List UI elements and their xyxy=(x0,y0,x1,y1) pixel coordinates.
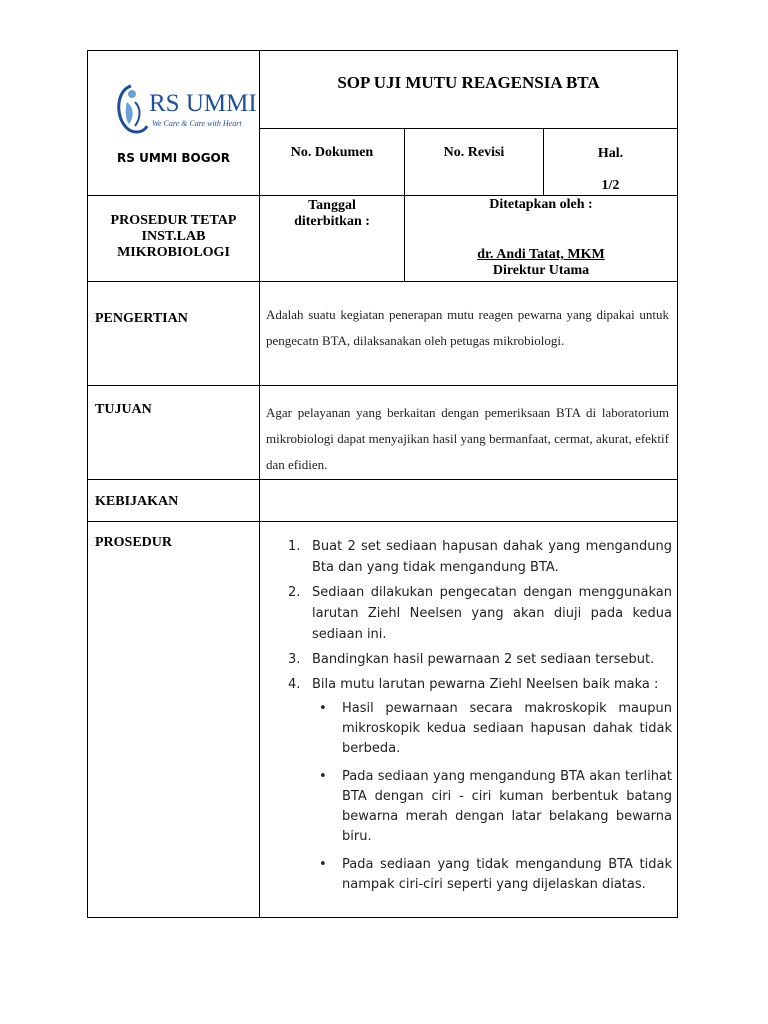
pengertian-label: PENGERTIAN xyxy=(95,311,188,326)
table-border-right xyxy=(677,50,678,918)
prosedur-step xyxy=(282,649,672,670)
doc-number-label: No. Dokumen xyxy=(290,145,374,160)
divider-kebijakan xyxy=(87,521,678,522)
prosedur-steps-list xyxy=(282,536,672,903)
table-border-bottom xyxy=(87,917,678,918)
bullet-icon: • xyxy=(319,857,327,872)
divider-header xyxy=(87,195,678,196)
tujuan-label: TUJUAN xyxy=(95,402,152,417)
revision-number-label: No. Revisi xyxy=(443,145,505,160)
prosedur-step xyxy=(282,582,672,645)
divider-meta xyxy=(87,281,678,282)
prosedur-step xyxy=(282,674,672,895)
column-divider xyxy=(259,50,260,918)
procedure-type xyxy=(88,213,259,261)
step-number: 2. xyxy=(288,585,301,600)
bullet-icon: • xyxy=(319,769,327,784)
procedure-line-3: MIKROBIOLOGI xyxy=(117,245,230,260)
table-border-left xyxy=(87,50,88,918)
issued-date-line-2: diterbitkan : xyxy=(294,214,370,229)
hospital-logo-icon xyxy=(113,80,257,140)
procedure-line-2: INST.LAB xyxy=(141,229,206,244)
hospital-logo xyxy=(113,80,257,140)
table-border-top xyxy=(87,50,678,51)
page-title: SOP UJI MUTU REAGENSIA BTA xyxy=(337,73,600,92)
signer-title: Direktur Utama xyxy=(492,263,590,278)
page-value: 1/2 xyxy=(601,178,620,193)
step-number: 1. xyxy=(288,539,301,554)
step-text: Bandingkan hasil pewarnaan 2 set sediaan tersebut. xyxy=(312,652,655,667)
kebijakan-label: KEBIJAKAN xyxy=(95,494,179,509)
issued-date-label xyxy=(260,198,404,230)
prosedur-subitem xyxy=(312,699,672,759)
procedure-line-1: PROSEDUR TETAP xyxy=(110,213,237,228)
divider-title xyxy=(259,128,678,129)
issued-date-line-1: Tanggal xyxy=(308,198,356,213)
pengertian-text: Adalah suatu kegiatan penerapan mutu reagen pewarna yang dipakai untuk pengecatn BTA, dilaksanakan oleh petugas mikrobiologi. xyxy=(266,307,669,348)
prosedur-label: PROSEDUR xyxy=(95,535,173,550)
step-text: Sediaan dilakukan pengecatan dengan menggunakan larutan Ziehl Neelsen yang akan diuji pada kedua sediaan ini. xyxy=(312,585,672,642)
step-text: Bila mutu larutan pewarna Ziehl Neelsen baik maka : xyxy=(312,677,659,692)
logo-tagline-text: We Care & Care with Heart xyxy=(152,119,242,128)
bullet-icon: • xyxy=(319,701,327,716)
subitem-text: Pada sediaan yang mengandung BTA akan terlihat BTA dengan ciri - ciri kuman berbentuk batang bewarna merah dengan latar belakang bewarna biru. xyxy=(342,769,672,844)
page-label: Hal. xyxy=(597,146,624,161)
signer-name: dr. Andi Tatat, MKM xyxy=(477,247,605,262)
prosedur-subitems-list xyxy=(312,699,672,895)
step-number: 3. xyxy=(288,652,301,667)
org-name: RS UMMI BOGOR xyxy=(117,151,230,165)
divider-pengertian xyxy=(87,385,678,386)
step-text: Buat 2 set sediaan hapusan dahak yang mengandung Bta dan yang tidak mengandung BTA. xyxy=(312,539,672,575)
subitem-text: Pada sediaan yang tidak mengandung BTA tidak nampak ciri-ciri seperti yang dijelaskan diatas. xyxy=(342,857,672,892)
prosedur-subitem xyxy=(312,855,672,895)
divider-tujuan xyxy=(87,479,678,480)
prosedur-subitem xyxy=(312,767,672,847)
tujuan-text: Agar pelayanan yang berkaitan dengan pemeriksaan BTA di laboratorium mikrobiologi dapat menyajikan hasil yang bermanfaat, cermat, akurat, efektif dan efidien. xyxy=(266,405,669,472)
step-number: 4. xyxy=(288,677,301,692)
established-by-label: Ditetapkan oleh : xyxy=(489,197,593,212)
prosedur-step xyxy=(282,536,672,578)
subitem-text: Hasil pewarnaan secara makroskopik maupun mikroskopik kedua sediaan hapusan dahak tidak berbeda. xyxy=(342,701,672,756)
logo-brand-text: RS UMMI xyxy=(149,90,257,117)
